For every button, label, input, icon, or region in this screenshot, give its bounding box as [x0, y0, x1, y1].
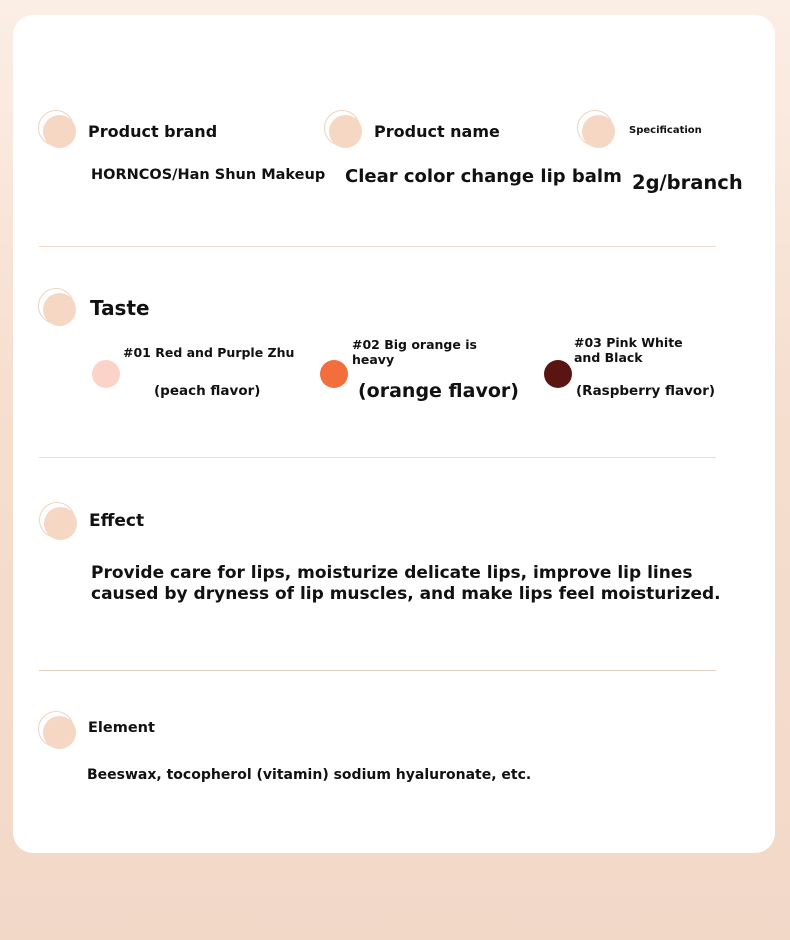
product-name-value: Clear color change lip balm [345, 166, 622, 187]
circle-bullet-icon [38, 110, 76, 148]
effect-label: Effect [89, 511, 145, 531]
specification-label: Specification [629, 125, 702, 136]
circle-bullet-icon [577, 110, 615, 148]
brand-value: HORNCOS/Han Shun Makeup [91, 167, 326, 183]
element-label: Element [88, 720, 155, 736]
taste-label: Taste [90, 296, 150, 320]
product-name-label: Product name [374, 122, 500, 141]
element-text: Beeswax, tocopherol (vitamin) sodium hyaluronate, etc. [87, 767, 532, 783]
divider [39, 670, 716, 671]
shade-03-flavor: (Raspberry flavor) [576, 383, 716, 399]
shade-02-name: #02 Big orange is heavy [352, 337, 477, 367]
shade-02-flavor: (orange flavor) [358, 380, 519, 402]
circle-bullet-icon [39, 502, 77, 540]
divider [39, 246, 716, 247]
shade-01-name: #01 Red and Purple Zhu [123, 345, 295, 360]
shade-01-swatch [92, 360, 120, 388]
effect-text: Provide care for lips, moisturize delicate lips, improve lip lines caused by dryness of lip muscles, and make lips feel moisturized. [91, 563, 721, 604]
circle-bullet-icon [324, 110, 362, 148]
circle-bullet-icon [38, 711, 76, 749]
shade-03-swatch [544, 360, 572, 388]
circle-bullet-icon [38, 288, 76, 326]
shade-01-flavor: (peach flavor) [154, 383, 261, 399]
shade-02-swatch [320, 360, 348, 388]
brand-label: Product brand [88, 122, 218, 141]
specification-value: 2g/branch [632, 171, 743, 194]
divider [39, 457, 716, 458]
product-info-card [13, 15, 775, 853]
shade-03-name: #03 Pink White and Black [574, 335, 683, 365]
